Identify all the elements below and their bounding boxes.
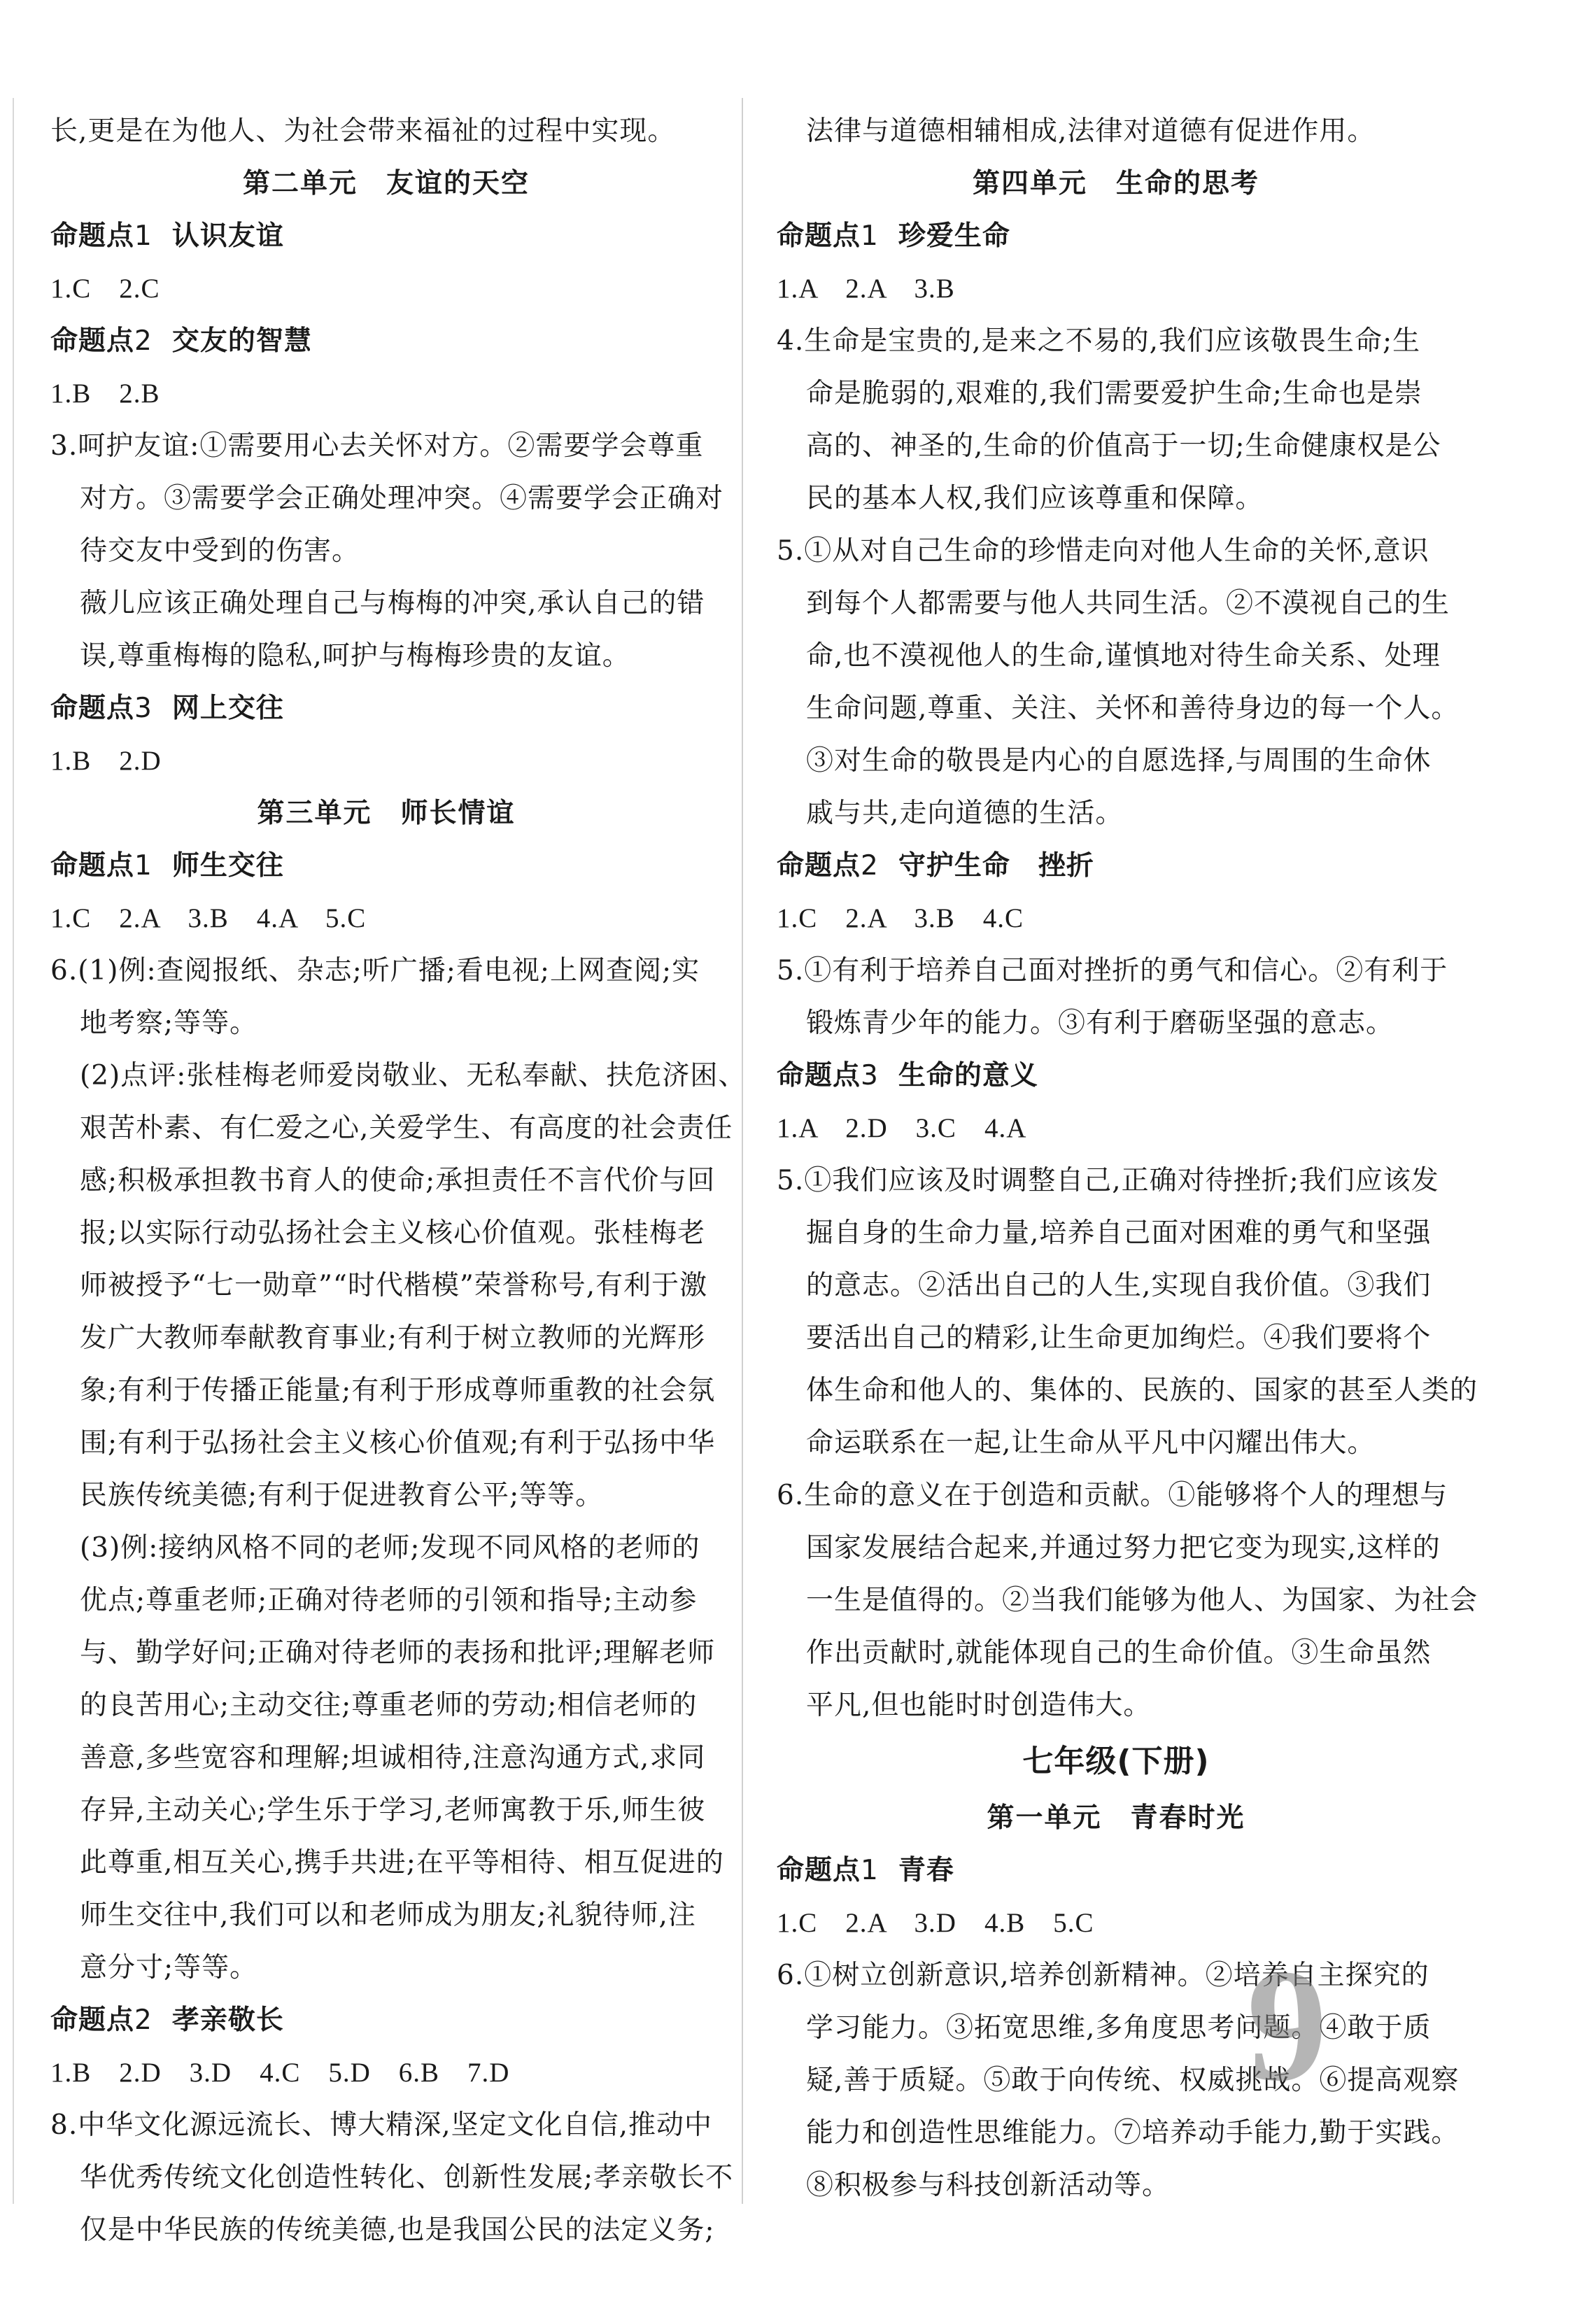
answer-text: 到每个人都需要与他人共同生活。②不漠视自己的生: [806, 588, 1450, 619]
answer-text: 优点;尊重老师;正确对待老师的引领和指导;主动参: [80, 1585, 698, 1616]
answer-text: 5.①有利于培养自己面对挫折的勇气和信心。②有利于: [777, 955, 1448, 986]
topic-heading: 命题点3 生命的意义: [777, 1060, 1038, 1091]
answer-text: 生命问题,尊重、关注、关怀和善待身边的每一个人。: [806, 693, 1460, 724]
answer-text: 与、勤学好问;正确对待老师的表扬和批评;理解老师: [80, 1637, 716, 1669]
answer-text: 意分寸;等等。: [80, 1952, 258, 1983]
answer-text: 6.①树立创新意识,培养创新精神。②培养自主探究的: [777, 1960, 1429, 1991]
answer-text: 平凡,但也能时时创造伟大。: [806, 1690, 1152, 1721]
answer-text: 疑,善于质疑。⑤敢于向传统、权威挑战。⑥提高观察: [806, 2065, 1460, 2096]
right-column: [777, 105, 1478, 2212]
answer-text: 体生命和他人的、集体的、民族的、国家的甚至人类的: [806, 1375, 1478, 1406]
answer-text: 围;有利于弘扬社会主义核心价值观;有利于弘扬中华: [80, 1427, 716, 1459]
answer-text: 命,也不漠视他人的生命,谨慎地对待生命关系、处理: [806, 640, 1441, 672]
answer-text: 8.中华文化源远流长、博大精深,坚定文化自信,推动中: [50, 2109, 713, 2141]
answer-text: 高的、神圣的,生命的价值高于一切;生命健康权是公: [806, 430, 1441, 462]
intro-text: 长,更是在为他人、为社会带来福祉的过程中实现。: [50, 115, 676, 147]
answer-line: 1.B 2.B: [50, 379, 160, 409]
answer-text: 善意,多些宽容和理解;坦诚相待,注意沟通方式,求同: [80, 1742, 706, 1774]
column-divider: [742, 98, 743, 2204]
answer-text: (2)点评:张桂梅老师爱岗敬业、无私奉献、扶危济困、: [80, 1060, 747, 1091]
answer-text: 国家发展结合起来,并通过努力把它变为现实,这样的: [806, 1532, 1441, 1564]
answer-text: 师被授予“七一勋章”“时代楷模”荣誉称号,有利于激: [80, 1270, 708, 1301]
answer-text: 华优秀传统文化创造性转化、创新性发展;孝亲敬长不: [80, 2162, 734, 2193]
unit-heading: 第二单元 友谊的天空: [242, 168, 530, 199]
answer-text: 地考察;等等。: [80, 1007, 258, 1039]
answer-text: 5.①从对自己生命的珍惜走向对他人生命的关怀,意识: [777, 535, 1429, 567]
answer-text: 一生是值得的。②当我们能够为他人、为国家、为社会: [806, 1585, 1478, 1616]
answer-text: 报;以实际行动弘扬社会主义核心价值观。张桂梅老: [80, 1217, 706, 1249]
topic-heading: 命题点3 网上交往: [50, 693, 284, 724]
answer-text: 的意志。②活出自己的人生,实现自我价值。③我们: [806, 1270, 1432, 1301]
unit-heading: 第三单元 师长情谊: [257, 798, 516, 829]
answer-text: 民的基本人权,我们应该尊重和保障。: [806, 483, 1264, 514]
unit-heading: 第四单元 生命的思考: [972, 168, 1259, 199]
answer-text: (3)例:接纳风格不同的老师;发现不同风格的老师的: [80, 1532, 700, 1564]
answer-text: 命是脆弱的,艰难的,我们需要爱护生命;生命也是崇: [806, 378, 1422, 409]
answer-text: 作出贡献时,就能体现自己的生命价值。③生命虽然: [806, 1637, 1432, 1669]
answer-text: 的良苦用心;主动交往;尊重老师的劳动;相信老师的: [80, 1690, 698, 1721]
answer-text: 命运联系在一起,让生命从平凡中闪耀出伟大。: [806, 1427, 1376, 1459]
answer-text: 6.生命的意义在于创造和贡献。①能够将个人的理想与: [777, 1480, 1448, 1511]
left-margin-rule: [13, 98, 14, 2204]
answer-text: ⑧积极参与科技创新活动等。: [806, 2170, 1171, 2201]
answer-line: 1.B 2.D: [50, 746, 162, 776]
answer-text: 戚与共,走向道德的生活。: [806, 798, 1124, 829]
topic-heading: 命题点1 青春: [777, 1855, 954, 1886]
topic-heading: 命题点1 珍爱生命: [777, 220, 1010, 252]
answer-text: 待交友中受到的伤害。: [80, 535, 360, 567]
answer-text: 6.(1)例:查阅报纸、杂志;听广播;看电视;上网查阅;实: [50, 955, 700, 986]
answer-text: 4.生命是宝贵的,是来之不易的,我们应该敬畏生命;生: [777, 325, 1421, 357]
answer-text: 锻炼青少年的能力。③有利于磨砺坚强的意志。: [806, 1007, 1394, 1039]
answer-text: 对方。③需要学会正确处理冲突。④需要学会正确对: [80, 483, 724, 514]
topic-heading: 命题点2 孝亲敬长: [50, 2004, 284, 2036]
answer-text: 3.呵护友谊:①需要用心去关怀对方。②需要学会尊重: [50, 430, 704, 462]
grade-heading: 七年级(下册): [1022, 1743, 1210, 1779]
answer-line: 1.C 2.C: [50, 274, 160, 304]
answer-text: 感;积极承担教书育人的使命;承担责任不言代价与回: [80, 1165, 716, 1196]
answer-text: 学习能力。③拓宽思维,多角度思考问题。④敢于质: [806, 2012, 1432, 2044]
answer-line: 1.A 2.A 3.B: [777, 274, 955, 304]
answer-text: 薇儿应该正确处理自己与梅梅的冲突,承认自己的错: [80, 588, 705, 619]
answer-line: 1.C 2.A 3.B 4.C: [777, 903, 1024, 933]
topic-heading: 命题点1 师生交往: [50, 850, 284, 882]
answer-line: 1.C 2.A 3.D 4.B 5.C: [777, 1908, 1094, 1938]
answer-text: 此尊重,相互关心,携手共进;在平等相待、相互促进的: [80, 1847, 724, 1879]
answer-text: 掘自身的生命力量,培养自己面对困难的勇气和坚强: [806, 1217, 1432, 1249]
answer-text: 要活出自己的精彩,让生命更加绚烂。④我们要将个: [806, 1322, 1432, 1354]
answer-line: 1.C 2.A 3.B 4.A 5.C: [50, 903, 367, 933]
answer-text: 5.①我们应该及时调整自己,正确对待挫折;我们应该发: [777, 1165, 1439, 1196]
answer-line: 1.B 2.D 3.D 4.C 5.D 6.B 7.D: [50, 2058, 510, 2088]
answer-text: 民族传统美德;有利于促进教育公平;等等。: [80, 1480, 604, 1511]
answer-text: 师生交往中,我们可以和老师成为朋友;礼貌待师,注: [80, 1900, 696, 1931]
topic-heading: 命题点2 守护生命 挫折: [777, 850, 1094, 882]
topic-heading: 命题点1 认识友谊: [50, 220, 284, 252]
answer-text: 误,尊重梅梅的隐私,呵护与梅梅珍贵的友谊。: [80, 640, 630, 672]
unit-heading: 第一单元 青春时光: [987, 1802, 1245, 1834]
answer-text: 艰苦朴素、有仁爱之心,关爱学生、有高度的社会责任: [80, 1112, 733, 1144]
answer-line: 1.A 2.D 3.C 4.A: [777, 1113, 1027, 1143]
answer-text: 象;有利于传播正能量;有利于形成尊师重教的社会氛: [80, 1375, 716, 1406]
answer-text: 存异,主动关心;学生乐于学习,老师寓教于乐,师生彼: [80, 1795, 706, 1826]
answer-text: 发广大教师奉献教育事业;有利于树立教师的光辉形: [80, 1322, 706, 1354]
page-number: 9: [1247, 1936, 1327, 2114]
left-column: [50, 105, 747, 2256]
topic-heading: 命题点2 交友的智慧: [50, 325, 312, 357]
answer-text: ③对生命的敬畏是内心的自愿选择,与周围的生命休: [806, 745, 1432, 777]
answer-text: 能力和创造性思维能力。⑦培养动手能力,勤于实践。: [806, 2117, 1460, 2149]
intro-text: 法律与道德相辅相成,法律对道德有促进作用。: [806, 115, 1376, 147]
answer-text: 仅是中华民族的传统美德,也是我国公民的法定义务;: [80, 2214, 715, 2246]
